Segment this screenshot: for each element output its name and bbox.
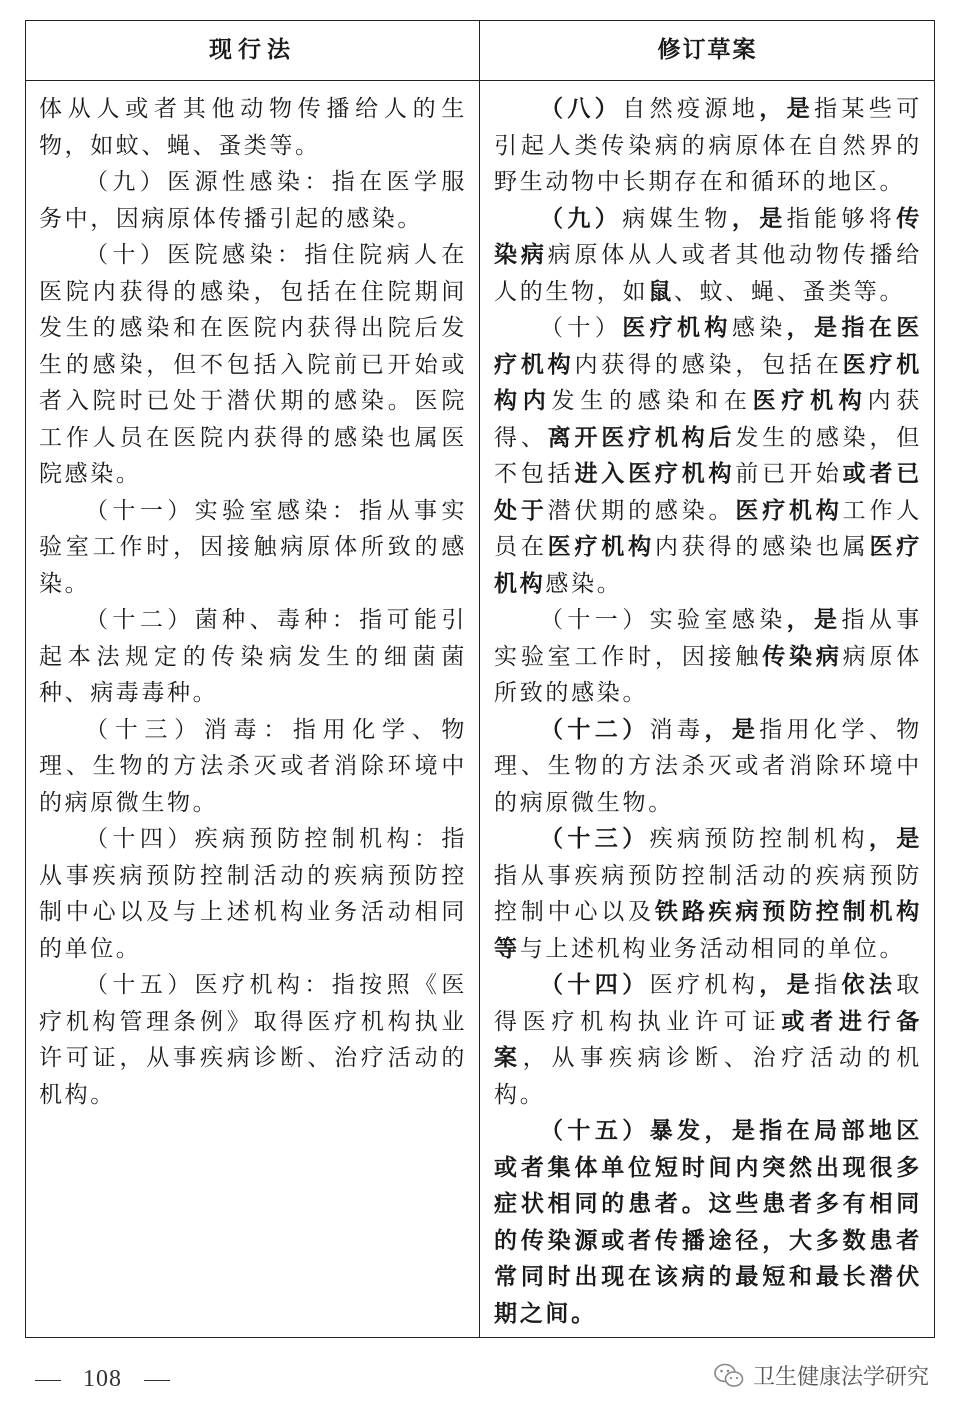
text-segment: ，从事疾病诊断、治疗活动的机构。 [494, 1045, 922, 1108]
text-segment: 发生的感染，但不包括 [494, 424, 922, 487]
text-segment: （十二）菌种、毒种：指可能引起本法规定的传染病发生的细菌菌种、病毒毒种。 [39, 607, 467, 706]
bold-text-segment: 医疗机构 [752, 388, 868, 414]
bold-text-segment: 或者进行备案 [494, 1008, 922, 1071]
wechat-icon [713, 1362, 745, 1390]
text-segment: 感染 [731, 315, 787, 341]
bold-text-segment: （十五）暴发，是指在局部地区或者集体单位短时间内突然出现很多症状相同的患者。这些患者多有相同的传染源或者传播途径，大多数患者常同时出现在该病的最短和最长潜伏期之间。 [494, 1118, 922, 1327]
text-segment: 病原体从人或者其他动物传播给人的生物，如 [494, 242, 922, 305]
text-segment: （九）医源性感染：指在医学服务中，因病原体传播引起的感染。 [39, 169, 467, 232]
bold-text-segment: 传染病 [762, 643, 843, 670]
page-number: 108 [83, 1366, 122, 1392]
revised-draft-paragraph [494, 967, 922, 1113]
text-segment: （十五）医疗机构：指按照《医疗机构管理条例》取得医疗机构执业许可证，从事疾病诊断、治疗活动的机构。 [39, 972, 467, 1108]
bold-text-segment: ，是指在医疗机构 [494, 315, 922, 378]
text-segment: 潜伏期的感染。 [547, 497, 736, 524]
text-segment: 感染。 [545, 570, 623, 597]
text-segment: 取得医疗机构执业许可证 [494, 972, 922, 1035]
text-segment: 疾病预防控制机构 [649, 826, 869, 852]
footer-dash-right [144, 1380, 170, 1381]
bold-text-segment: ，是 [868, 826, 922, 852]
account-name: 卫生健康法学研究 [752, 1365, 929, 1390]
bold-text-segment: 医疗机构 [622, 315, 732, 341]
watermark [713, 1360, 929, 1391]
current-law-paragraph [39, 493, 467, 603]
text-segment: 指 [814, 972, 842, 998]
revised-draft-paragraph [494, 712, 922, 822]
current-law-paragraph [39, 91, 467, 164]
text-segment: （十）医院感染：指住院病人在医院内获得的感染，包括在住院期间发生的感染和在医院内获得出院后发生的感染，但不包括入院前已开始或者入院时已处于潜伏期的感染。医院工作人员在医院内获得的感染也属医院感染。 [39, 242, 467, 487]
bold-text-segment: ，是 [786, 607, 842, 633]
bold-text-segment: ，是 [704, 716, 760, 743]
bold-text-segment: 医疗机构内 [494, 351, 922, 414]
bold-text-segment: 铁路疾病预防控制机构等 [494, 899, 922, 962]
revised-draft-paragraph [494, 310, 922, 602]
comparison-table [25, 20, 935, 1338]
text-segment: 病媒生物 [622, 205, 732, 232]
text-segment: 发生的感染和在 [551, 388, 753, 414]
text-segment: 指用化学、物理、生物的方法杀灭或者消除环境中的病原微生物。 [494, 716, 922, 816]
bold-text-segment: ，是 [731, 205, 787, 232]
bold-text-segment: ，是 [759, 972, 815, 998]
bold-text-segment: 医疗机构 [494, 534, 922, 597]
text-segment: 自然疫源地 [622, 96, 760, 122]
bold-text-segment: 进入医疗机构 [574, 461, 736, 487]
page-footer-number [35, 1366, 192, 1393]
text-segment: 内获得的感染，包括在 [574, 351, 843, 378]
current-law-paragraph [39, 237, 467, 493]
bold-text-segment: 依法 [841, 972, 897, 998]
revised-draft-paragraph [494, 821, 922, 967]
text-segment: 内获得、 [494, 388, 922, 451]
text-segment: 内获得的感染也属 [654, 534, 870, 560]
column-divider [479, 21, 480, 1337]
bold-text-segment: 鼠 [648, 278, 674, 305]
text-segment: 指能够将 [786, 205, 897, 232]
bold-text-segment: ，是 [759, 96, 815, 122]
header-current-law: 现行法 [209, 37, 296, 63]
bold-text-segment: （九） [540, 205, 623, 232]
footer-dash-left [35, 1380, 61, 1381]
revised-draft-paragraph [494, 1113, 922, 1332]
current-law-paragraph [39, 602, 467, 712]
current-law-paragraph [39, 712, 467, 822]
bold-text-segment: （八） [540, 96, 623, 122]
bold-text-segment: 离开医疗机构后 [547, 424, 736, 451]
text-segment: 指从事实验室工作时，因接触 [494, 607, 922, 670]
table-header-row [26, 21, 934, 81]
text-segment: （十一）实验室感染：指从事实验室工作时，因接触病原体所致的感染。 [39, 497, 467, 597]
bold-text-segment: 医疗机构 [547, 534, 655, 560]
current-law-paragraph [39, 967, 467, 1113]
text-segment: 指某些可引起人类传染病的病原体在自然界的野生动物中长期存在和循环的地区。 [494, 96, 922, 195]
bold-text-segment: （十三） [540, 826, 650, 852]
bold-text-segment: 传染病 [494, 205, 922, 268]
current-law-paragraph [39, 821, 467, 967]
text-segment: 指从事疾病预防控制活动的疾病预防控制中心以及 [494, 862, 922, 925]
text-segment: （十三）消毒：指用化学、物理、生物的方法杀灭或者消除环境中的病原微生物。 [39, 716, 467, 816]
current-law-paragraph [39, 164, 467, 237]
revised-draft-paragraph [494, 201, 922, 311]
text-segment: （十四）疾病预防控制机构：指从事疾病预防控制活动的疾病预防控制中心以及与上述机构业务活动相同的单位。 [39, 826, 467, 962]
text-segment: （十一）实验室感染 [540, 607, 787, 633]
text-segment: （十） [540, 315, 623, 341]
text-segment: 与上述机构业务活动相同的单位。 [519, 935, 906, 962]
current-law-column [39, 91, 467, 1113]
revised-draft-paragraph [494, 91, 922, 201]
revised-draft-column [494, 91, 922, 1332]
text-segment: 医疗机构 [649, 972, 760, 998]
text-segment: 工作人员在 [494, 497, 922, 560]
revised-draft-paragraph [494, 602, 922, 712]
bold-text-segment: 医疗机构 [735, 497, 843, 524]
header-revised-draft: 修订草案 [657, 37, 758, 63]
bold-text-segment: 或者已处于 [494, 461, 922, 524]
text-segment: 体从人或者其他动物传播给人的生物，如蚊、蝇、蚤类等。 [39, 96, 467, 159]
text-segment: 前已开始 [735, 461, 843, 487]
bold-text-segment: （十二） [540, 716, 650, 743]
text-segment: 病原体所致的感染。 [494, 643, 922, 706]
bold-text-segment: （十四） [540, 972, 650, 998]
text-segment: 、蚊、蝇、蚤类等。 [673, 278, 906, 305]
text-segment: 消毒 [649, 716, 705, 743]
